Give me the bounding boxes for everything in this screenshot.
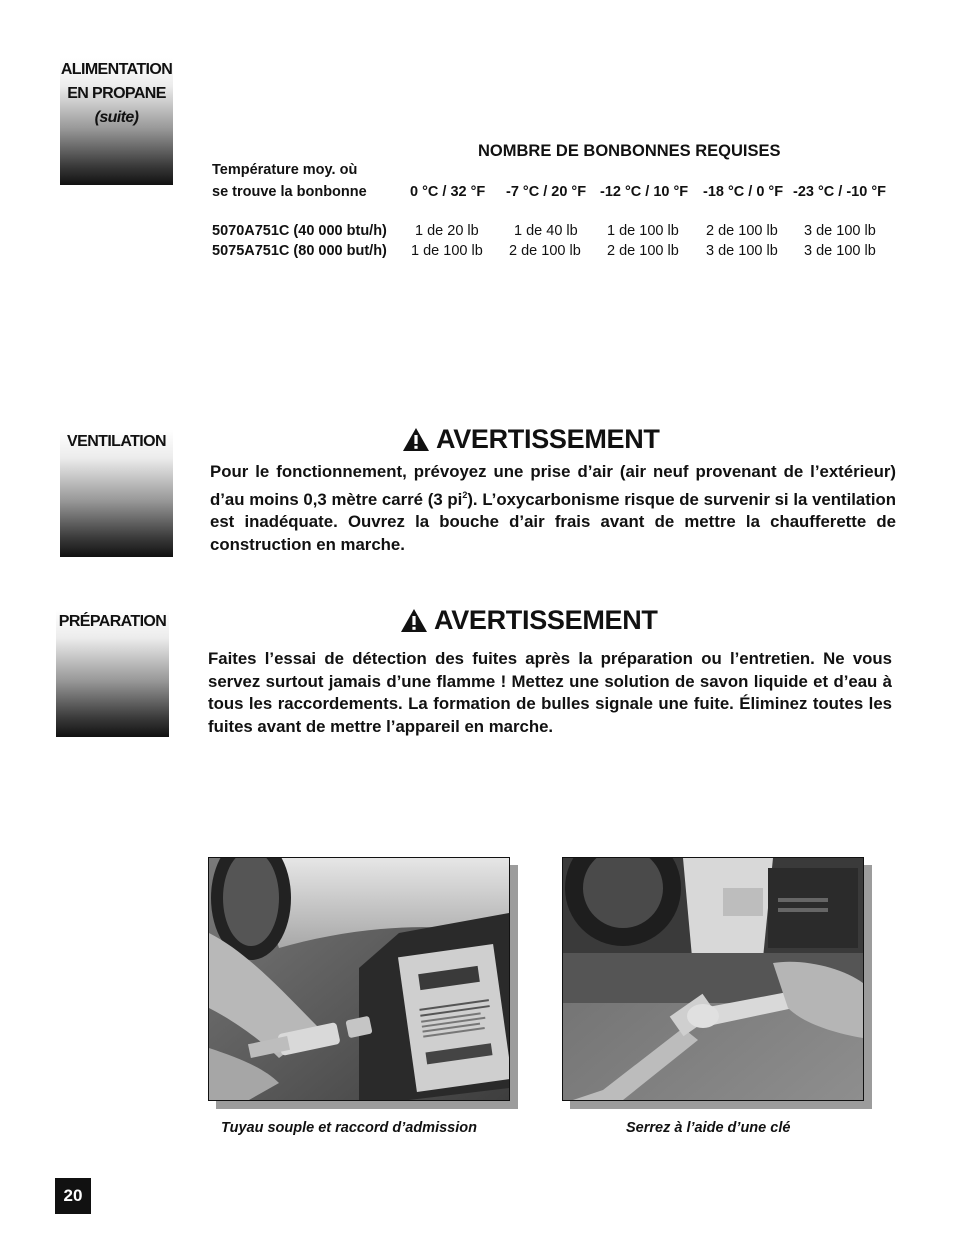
table-cell: 1 de 40 lb (514, 223, 578, 239)
table-row-model: 5070A751C (40 000 btu/h) (212, 223, 387, 239)
table-cell: 2 de 100 lb (706, 223, 778, 239)
table-cell: 1 de 100 lb (607, 223, 679, 239)
warning-title-text: AVERTISSEMENT (434, 605, 658, 635)
column-header: -7 °C / 20 °F (506, 184, 587, 200)
side-tab-label: VENTILATION (67, 433, 166, 450)
side-tab-line1: ALIMENTATION (60, 61, 173, 78)
photo-hose-fitting (208, 857, 510, 1101)
table-cell: 3 de 100 lb (804, 223, 876, 239)
row-header-line2: se trouve la bonbonne (212, 184, 367, 200)
superscript: 2 (462, 489, 468, 500)
warning-text-part: Pour le fonctionnement, prévoyez une prise d’air (air neuf provenant de l’extérieur) d’au moins 0,3 mètre carré (3 pi (210, 462, 896, 509)
table-row-model: 5075A751C (80 000 but/h) (212, 243, 387, 259)
table-cell: 1 de 100 lb (411, 243, 483, 259)
side-tab-line2: EN PROPANE (67, 85, 166, 102)
warning-triangle-icon (400, 608, 428, 633)
side-tab-line3: (suite) (94, 109, 139, 126)
table-cell: 2 de 100 lb (509, 243, 581, 259)
table-cell: 2 de 100 lb (607, 243, 679, 259)
warning-title-ventilation (402, 424, 660, 455)
side-tab-alimentation (60, 58, 173, 185)
table-cell: 3 de 100 lb (804, 243, 876, 259)
warning-text-preparation: Faites l’essai de détection des fuites après la préparation ou l’entretien. Ne vous servez surtout jamais d’une flamme ! Mettez une solution de savon liquide et d’eau à tous les raccordements. La formation de bulles signale une fuite. Éliminez toutes les fuites avant de mettre l’appareil en marche. (208, 649, 892, 736)
column-header: 0 °C / 32 °F (410, 184, 486, 200)
column-header: -18 °C / 0 °F (703, 184, 784, 200)
warning-title-preparation (400, 605, 658, 636)
warning-title-text: AVERTISSEMENT (436, 424, 660, 454)
page-number: 20 (55, 1178, 91, 1214)
table-cell: 3 de 100 lb (706, 243, 778, 259)
table-cell: 1 de 20 lb (415, 223, 479, 239)
caption-wrench-tighten: Serrez à l’aide d’une clé (626, 1120, 791, 1136)
side-tab-ventilation (60, 430, 173, 557)
caption-hose-fitting: Tuyau souple et raccord d’admission (221, 1120, 477, 1136)
row-header-line1: Température moy. où (212, 162, 358, 178)
side-tab-label: PRÉPARATION (58, 613, 167, 630)
column-header: -23 °C / -10 °F (793, 184, 886, 200)
table-title: NOMBRE DE BONBONNES REQUISES (478, 142, 781, 160)
warning-text-part: ). L’oxycarbonisme risque de survenir si la ventilation est inadéquate. Ouvrez la bouche d’air frais avant de mettre la chaufferette de construction en marche. (210, 489, 896, 554)
warning-text-ventilation (210, 461, 896, 556)
side-tab-preparation (56, 610, 169, 737)
photo-wrench-tighten-image (563, 858, 863, 1100)
photo-hose-fitting-image (209, 858, 509, 1100)
warning-triangle-icon (402, 427, 430, 452)
photo-wrench-tighten (562, 857, 864, 1101)
column-header: -12 °C / 10 °F (600, 184, 689, 200)
